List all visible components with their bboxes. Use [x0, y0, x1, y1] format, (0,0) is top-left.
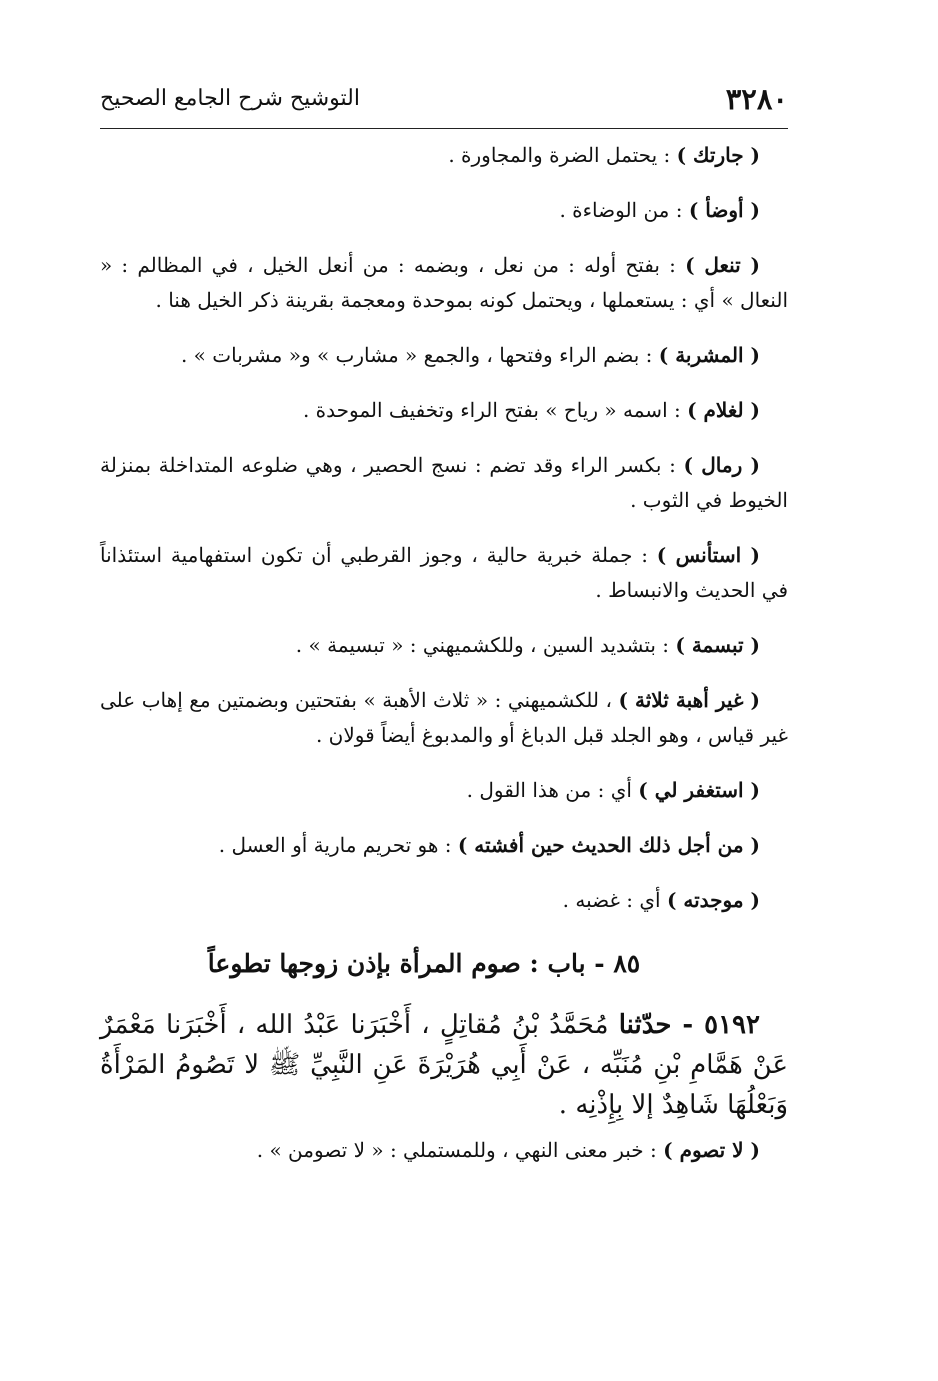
- commentary-body: [100, 126, 788, 1168]
- entry-term: ( تبسمة ): [675, 633, 760, 657]
- commentary-entry: [100, 773, 788, 808]
- entry-term: ( لغلام ): [687, 398, 760, 422]
- entry-text: : هو تحريم مارية أو العسل .: [218, 833, 458, 857]
- entry-term: ( موجدته ): [666, 888, 760, 912]
- commentary-entry: [100, 393, 788, 428]
- hadith-body: مُحَمَّدُ بْنُ مُقاتِلٍ ، أَخْبَرَنا عَبْدُ الله ، أَخْبَرَنا مَعْمَرٌ عَنْ هَمَّامِ بْنِ مُنَبِّه ، عَنْ أَبِي هُرَيْرَةَ عَنِ النَّبِيِّ ﷺ لا تَصُومُ المَرْأَةُ وَبَعْلُهَا شَاهِدٌ إلا بِإِذْنِه .: [100, 1010, 788, 1120]
- chapter-heading: ٨٥ - باب : صوم المرأة بإذن زوجها تطوعاً: [207, 949, 641, 978]
- page-number: ٣٢٨٠: [725, 82, 788, 116]
- commentary-entry: [100, 683, 788, 753]
- entry-text: : بتشديد السين ، وللكشميهني : « تبسيمة » .: [295, 633, 676, 657]
- entry-text: : يحتمل الضرة والمجاورة .: [448, 143, 677, 167]
- entry-text: : اسمه « رياح » بفتح الراء وتخفيف الموحدة .: [302, 398, 688, 422]
- entry-text: : من الوضاءة .: [559, 198, 689, 222]
- hadith-text: [100, 1005, 788, 1125]
- entry-text: أي : غضبه .: [562, 888, 667, 912]
- commentary-entry: [100, 828, 788, 863]
- running-head: [100, 70, 788, 126]
- book-title: التوشيح شرح الجامع الصحيح: [100, 86, 360, 111]
- entry-term: ( غير أهبة ثلاثة ): [618, 688, 760, 712]
- commentary-entry: [100, 448, 788, 518]
- entry-term: ( استغفر لي ): [638, 778, 760, 802]
- entry-text: : جملة خبرية حالية ، وجوز القرطبي أن تكون استفهامية استئذاناً في الحديث والانبساط .: [100, 543, 788, 602]
- entry-term: ( رمال ): [683, 453, 760, 477]
- commentary-entry: [100, 248, 788, 318]
- entry-term: ( لا تصوم ): [663, 1138, 760, 1162]
- hadith-number: ٥١٩٢ - حدّثنا: [618, 1010, 760, 1040]
- entry-text: : بكسر الراء وقد تضم : نسج الحصير ، وهي ضلوعه المتداخلة بمنزلة الخيوط في الثوب .: [100, 453, 788, 512]
- entry-text: : خبر معنى النهي ، وللمستملي : « لا تصومن » .: [256, 1138, 664, 1162]
- entry-term: ( المشربة ): [658, 343, 760, 367]
- entry-term: ( من أجل ذلك الحديث حين أفشته ): [457, 833, 760, 857]
- commentary-entry: [100, 883, 788, 918]
- commentary-entry: [100, 628, 788, 663]
- entry-text: أي : من هذا القول .: [466, 778, 639, 802]
- commentary-entry: [100, 193, 788, 228]
- header-rule: [100, 128, 788, 129]
- entry-text: : بفتح أوله : من نعل ، وبضمه : من أنعل الخيل ، في المظالم : « النعال » أي : يستعملها ، ويحتمل كونه بموحدة ومعجمة بقرينة ذكر الخيل هنا .: [100, 253, 788, 312]
- commentary-entry: [100, 338, 788, 373]
- book-page: [100, 70, 788, 1188]
- entry-text: : بضم الراء وفتحها ، والجمع « مشارب » و« مشربات » .: [180, 343, 659, 367]
- entry-text: ، للكشميهني : « ثلاث الأهبة » بفتحتين وبضمتين مع إهاب على غير قياس ، وهو الجلد قبل الدباغ أو والمدبوغ أيضاً قولان .: [100, 688, 788, 747]
- commentary-entry: [100, 538, 788, 608]
- entry-term: ( استأنس ): [656, 543, 761, 567]
- entry-term: ( أوضأ ): [688, 198, 760, 222]
- commentary-entry: [100, 1133, 788, 1168]
- entry-term: ( تنعل ): [685, 253, 761, 277]
- commentary-entry: [100, 138, 788, 173]
- entry-term: ( جارتك ): [676, 143, 760, 167]
